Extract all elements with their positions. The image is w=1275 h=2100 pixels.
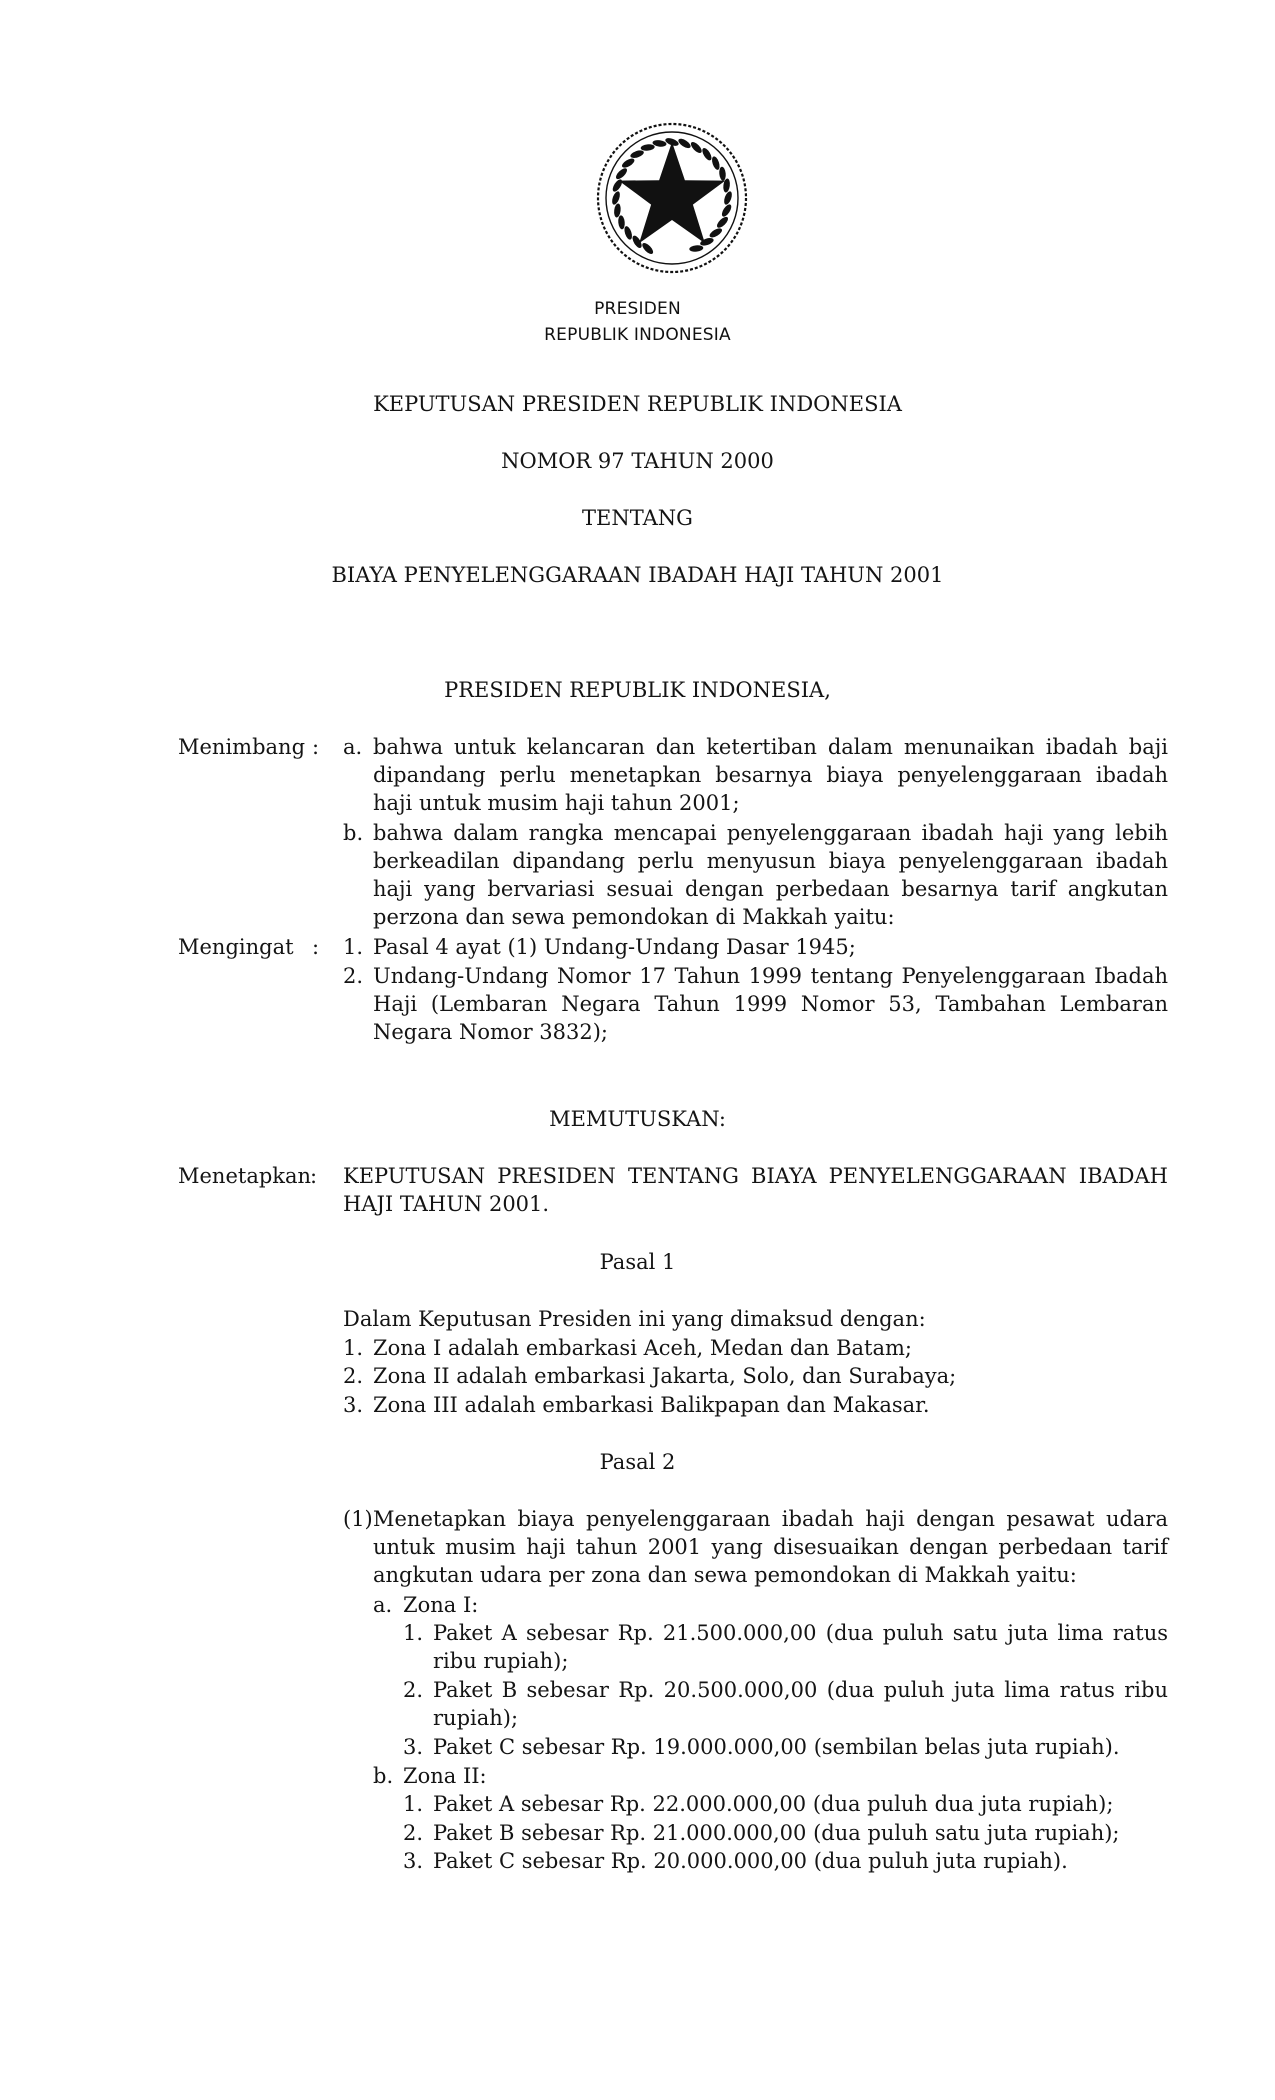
zona-1-paket-c-text: Paket C sebesar Rp. 19.000.000,00 (sembilan belas juta rupiah).: [433, 1735, 1120, 1759]
wreath-leaf-icon: [641, 241, 655, 255]
memutuskan-heading: MEMUTUSKAN:: [549, 1107, 726, 1131]
zona-1-paket-c-marker: 3.: [403, 1735, 424, 1759]
pasal-2-heading: Pasal 2: [599, 1450, 676, 1474]
zona-1-paket-a-marker: 1.: [403, 1621, 424, 1645]
zona-1-paket-b-marker: 2.: [403, 1678, 424, 1702]
zona-2-paket-c-marker: 3.: [403, 1849, 424, 1873]
pasal-2-para-1-text: Menetapkan biaya penyelenggaraan ibadah haji dengan pesawat udara untuk musim haji tahun 2001 yang disesuaikan dengan perbedaan tarif angkutan udara per zona dan sewa pemondokan di Makkah yaitu:: [373, 1507, 1168, 1587]
pasal-2-para-1-marker: (1): [343, 1507, 373, 1531]
pasal-1-item-3-text: Zona III adalah embarkasi Balikpapan dan Makasar.: [373, 1393, 930, 1417]
wreath-leaf-icon: [701, 147, 714, 162]
wreath-leaf-icon: [618, 215, 626, 230]
wreath-leaf-icon: [719, 166, 727, 181]
menimbang-item-b-text: bahwa dalam rangka mencapai penyelenggaraan ibadah haji yang lebih berkeadilan dipandang perlu menyusun biaya penyelenggaraan ibadah haji yang bervariasi sesuai dengan perbedaan besarnya tarif angkutan perzona dan sewa pemondokan di Makkah yaitu:: [373, 821, 1168, 929]
mengingat-label: Mengingat: [178, 935, 294, 959]
pasal-1-heading: Pasal 1: [599, 1250, 676, 1274]
menetapkan-colon: :: [310, 1164, 318, 1188]
pasal-1-item-3-marker: 3.: [343, 1393, 364, 1417]
wreath-leaf-icon: [614, 167, 628, 181]
wreath-leaf-icon: [611, 190, 622, 205]
menetapkan-label: Menetapkan: [178, 1164, 312, 1188]
wreath-leaf-icon: [723, 190, 734, 205]
zona-1-label: Zona I:: [403, 1593, 479, 1617]
wreath-leaf-icon: [621, 157, 636, 170]
zona-2-paket-c-text: Paket C sebesar Rp. 20.000.000,00 (dua puluh juta rupiah).: [433, 1849, 1068, 1873]
wreath-leaf-icon: [640, 144, 655, 152]
mengingat-item-1-marker: 1.: [343, 935, 364, 959]
pasal-1-item-2-text: Zona II adalah embarkasi Jakarta, Solo, dan Surabaya;: [373, 1364, 957, 1388]
menimbang-item-b-marker: b.: [343, 821, 364, 845]
mengingat-item-1-text: Pasal 4 ayat (1) Undang-Undang Dasar 1945;: [373, 935, 856, 959]
pasal-1-item-2-marker: 2.: [343, 1364, 364, 1388]
pasal-1-intro: Dalam Keputusan Presiden ini yang dimaksud dengan:: [343, 1307, 926, 1331]
wreath-leaf-icon: [711, 155, 722, 170]
wreath-leaf-icon: [623, 225, 634, 240]
zona-2-marker: b.: [373, 1764, 394, 1788]
header-republik-indonesia: REPUBLIK INDONESIA: [544, 325, 731, 345]
header-presiden: PRESIDEN: [594, 299, 681, 319]
title-subject: BIAYA PENYELENGGARAAN IBADAH HAJI TAHUN 2001: [331, 563, 944, 587]
zona-2-paket-b-marker: 2.: [403, 1821, 424, 1845]
title-keputusan: KEPUTUSAN PRESIDEN REPUBLIK INDONESIA: [373, 392, 902, 416]
zona-1-marker: a.: [373, 1593, 393, 1617]
zona-2-paket-a-marker: 1.: [403, 1792, 424, 1816]
wreath-leaf-icon: [629, 149, 644, 160]
garuda-star-wreath-emblem-icon: [592, 118, 752, 278]
pasal-1-item-1-marker: 1.: [343, 1336, 364, 1360]
wreath-leaf-icon: [677, 137, 692, 150]
title-tentang: TENTANG: [582, 506, 693, 530]
wreath-leaf-icon: [715, 215, 729, 229]
zona-1-paket-a-text: Paket A sebesar Rp. 21.500.000,00 (dua puluh satu juta lima ratus ribu rupiah);: [433, 1621, 1168, 1673]
wreath-leaf-icon: [611, 178, 624, 193]
zona-2-label: Zona II:: [403, 1764, 487, 1788]
title-nomor: NOMOR 97 TAHUN 2000: [501, 449, 774, 473]
zona-1-paket-b-text: Paket B sebesar Rp. 20.500.000,00 (dua puluh juta lima ratus ribu rupiah);: [433, 1678, 1168, 1730]
menimbang-label: Menimbang: [178, 735, 306, 759]
mengingat-colon: :: [312, 935, 320, 959]
pasal-1-item-1-text: Zona I adalah embarkasi Aceh, Medan dan Batam;: [373, 1336, 912, 1360]
menimbang-item-a-text: bahwa untuk kelancaran dan ketertiban dalam menunaikan ibadah baji dipandang perlu menetapkan besarnya biaya penyelenggaraan ibadah haji untuk musim haji tahun 2001;: [373, 735, 1168, 815]
zona-2-paket-a-text: Paket A sebesar Rp. 22.000.000,00 (dua puluh dua juta rupiah);: [433, 1792, 1114, 1816]
menimbang-item-a-marker: a.: [343, 735, 363, 759]
zona-2-paket-b-text: Paket B sebesar Rp. 21.000.000,00 (dua puluh satu juta rupiah);: [433, 1821, 1120, 1845]
issuer-line: PRESIDEN REPUBLIK INDONESIA,: [444, 678, 831, 702]
wreath-leaf-icon: [708, 227, 723, 240]
wreath-leaf-icon: [689, 245, 704, 253]
menimbang-colon: :: [312, 735, 320, 759]
wreath-leaf-icon: [689, 140, 703, 154]
mengingat-item-2-marker: 2.: [343, 964, 364, 988]
mengingat-item-2-text: Undang-Undang Nomor 17 Tahun 1999 tentang Penyelenggaraan Ibadah Haji (Lembaran Negara Tahun 1999 Nomor 53, Tambahan Lembaran Negara Nomor 3832);: [373, 964, 1168, 1044]
menetapkan-text: KEPUTUSAN PRESIDEN TENTANG BIAYA PENYELENGGARAAN IBADAH HAJI TAHUN 2001.: [343, 1164, 1168, 1216]
wreath-leaf-icon: [720, 203, 733, 218]
